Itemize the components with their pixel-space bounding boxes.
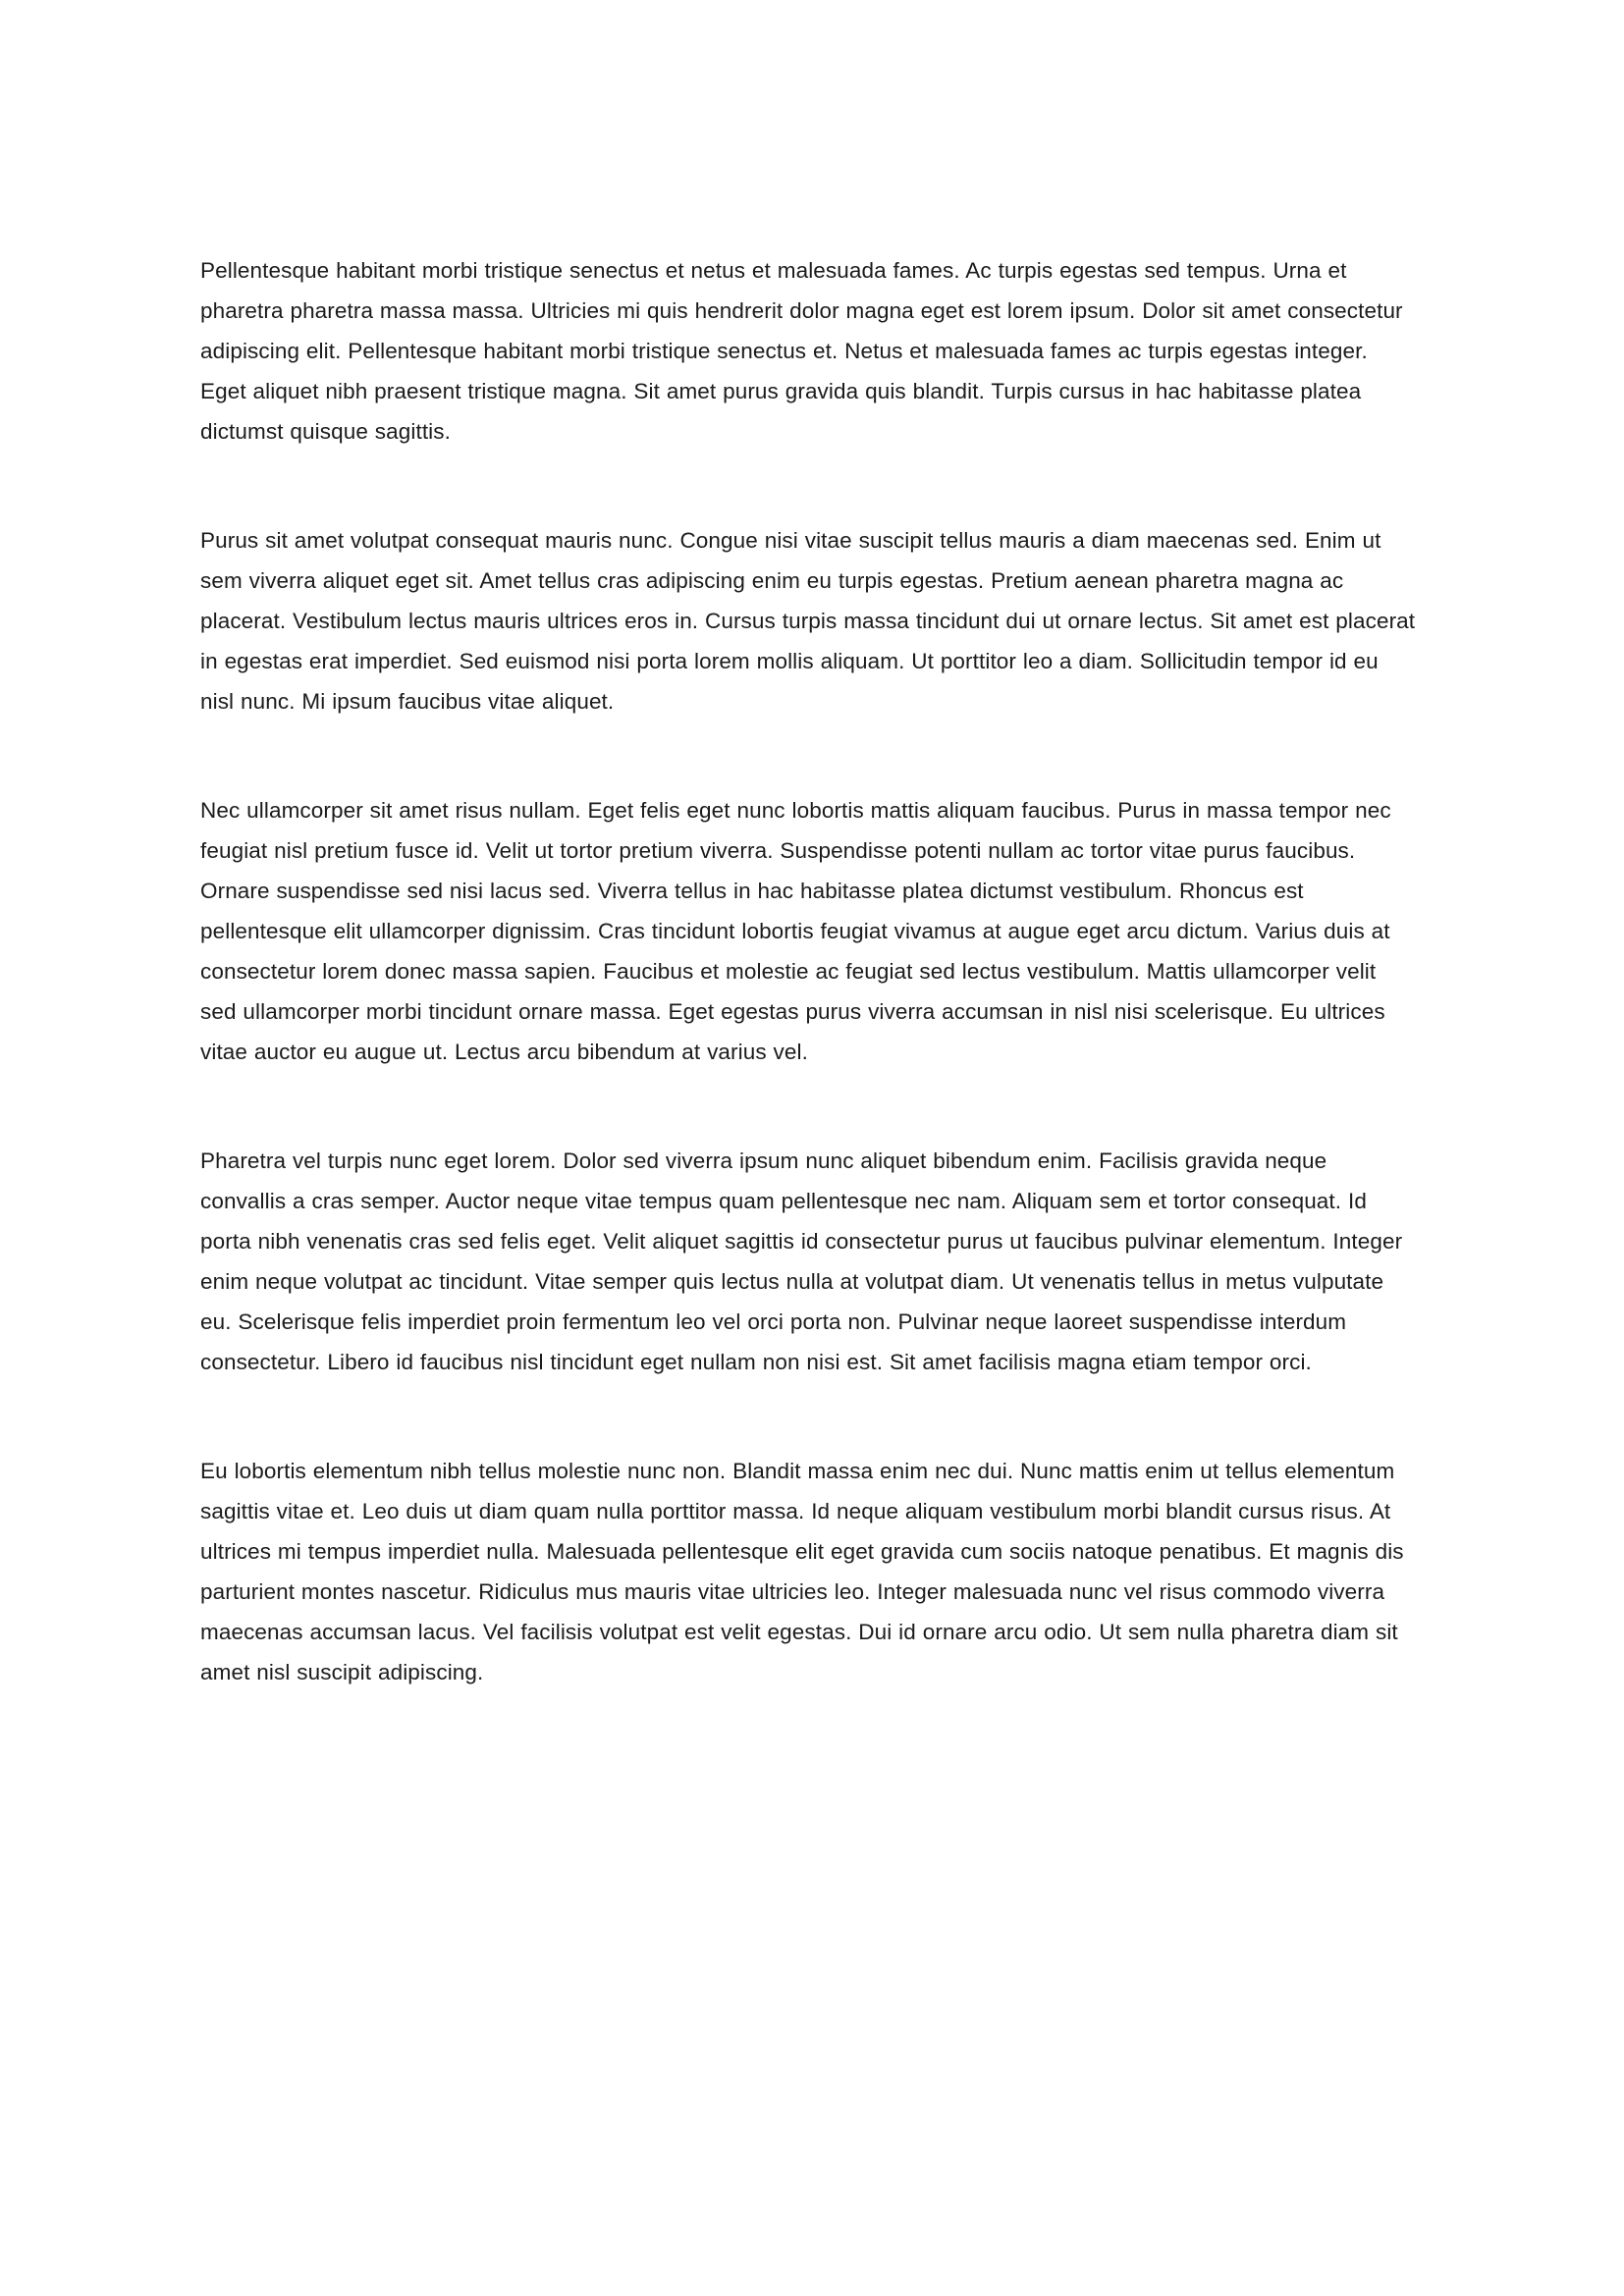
paragraph-5: Eu lobortis elementum nibh tellus molestie nunc non. Blandit massa enim nec dui. Nunc mattis enim ut tellus elementum sagittis vitae et. Leo duis ut diam quam nulla porttitor massa. Id neque aliquam vestibulum morbi blandit cursus risus. At ultrices mi tempus imperdiet nulla. Malesuada pellentesque elit eget gravida cum sociis natoque penatibus. Et magnis dis parturient montes nascetur. Ridiculus mus mauris vitae ultricies leo. Integer malesuada nunc vel risus commodo viverra maecenas accumsan lacus. Vel facilisis volutpat est velit egestas. Dui id ornare arcu odio. Ut sem nulla pharetra diam sit amet nisl suscipit adipiscing. — [200, 1459, 1404, 1684]
paragraph-4: Pharetra vel turpis nunc eget lorem. Dolor sed viverra ipsum nunc aliquet bibendum enim. Facilisis gravida neque convallis a cras semper. Auctor neque vitae tempus quam pellentesque nec nam. Aliquam sem et tortor consequat. Id porta nibh venenatis cras sed felis eget. Velit aliquet sagittis id consectetur purus ut faucibus pulvinar elementum. Integer enim neque volutpat ac tincidunt. Vitae semper quis lectus nulla at volutpat diam. Ut venenatis tellus in metus vulputate eu. Scelerisque felis imperdiet proin fermentum leo vel orci porta non. Pulvinar neque laoreet suspendisse interdum consectetur. Libero id faucibus nisl tincidunt eget nullam non nisi est. Sit amet facilisis magna etiam tempor orci. — [200, 1148, 1403, 1374]
paragraph-3: Nec ullamcorper sit amet risus nullam. Eget felis eget nunc lobortis mattis aliquam faucibus. Purus in massa tempor nec feugiat nisl pretium fusce id. Velit ut tortor pretium viverra. Suspendisse potenti nullam ac tortor vitae purus faucibus. Ornare suspendisse sed nisi lacus sed. Viverra tellus in hac habitasse platea dictumst vestibulum. Rhoncus est pellentesque elit ullamcorper dignissim. Cras tincidunt lobortis feugiat vivamus at augue eget arcu dictum. Varius duis at consectetur lorem donec massa sapien. Faucibus et molestie ac feugiat sed lectus vestibulum. Mattis ullamcorper velit sed ullamcorper morbi tincidunt ornare massa. Eget egestas purus viverra accumsan in nisl nisi scelerisque. Eu ultrices vitae auctor eu augue ut. Lectus arcu bibendum at varius vel. — [200, 798, 1391, 1064]
paragraph-2: Purus sit amet volutpat consequat mauris nunc. Congue nisi vitae suscipit tellus mauris a diam maecenas sed. Enim ut sem viverra aliquet eget sit. Amet tellus cras adipiscing enim eu turpis egestas. Pretium aenean pharetra magna ac placerat. Vestibulum lectus mauris ultrices eros in. Cursus turpis massa tincidunt dui ut ornare lectus. Sit amet est placerat in egestas erat imperdiet. Sed euismod nisi porta lorem mollis aliquam. Ut porttitor leo a diam. Sollicitudin tempor id eu nisl nunc. Mi ipsum faucibus vitae aliquet. — [200, 528, 1416, 714]
document-body — [200, 250, 1416, 1692]
paragraph-1: Pellentesque habitant morbi tristique senectus et netus et malesuada fames. Ac turpis egestas sed tempus. Urna et pharetra pharetra massa massa. Ultricies mi quis hendrerit dolor magna eget est lorem ipsum. Dolor sit amet consectetur adipiscing elit. Pellentesque habitant morbi tristique senectus et. Netus et malesuada fames ac turpis egestas integer. Eget aliquet nibh praesent tristique magna. Sit amet purus gravida quis blandit. Turpis cursus in hac habitasse platea dictumst quisque sagittis. — [200, 258, 1403, 444]
